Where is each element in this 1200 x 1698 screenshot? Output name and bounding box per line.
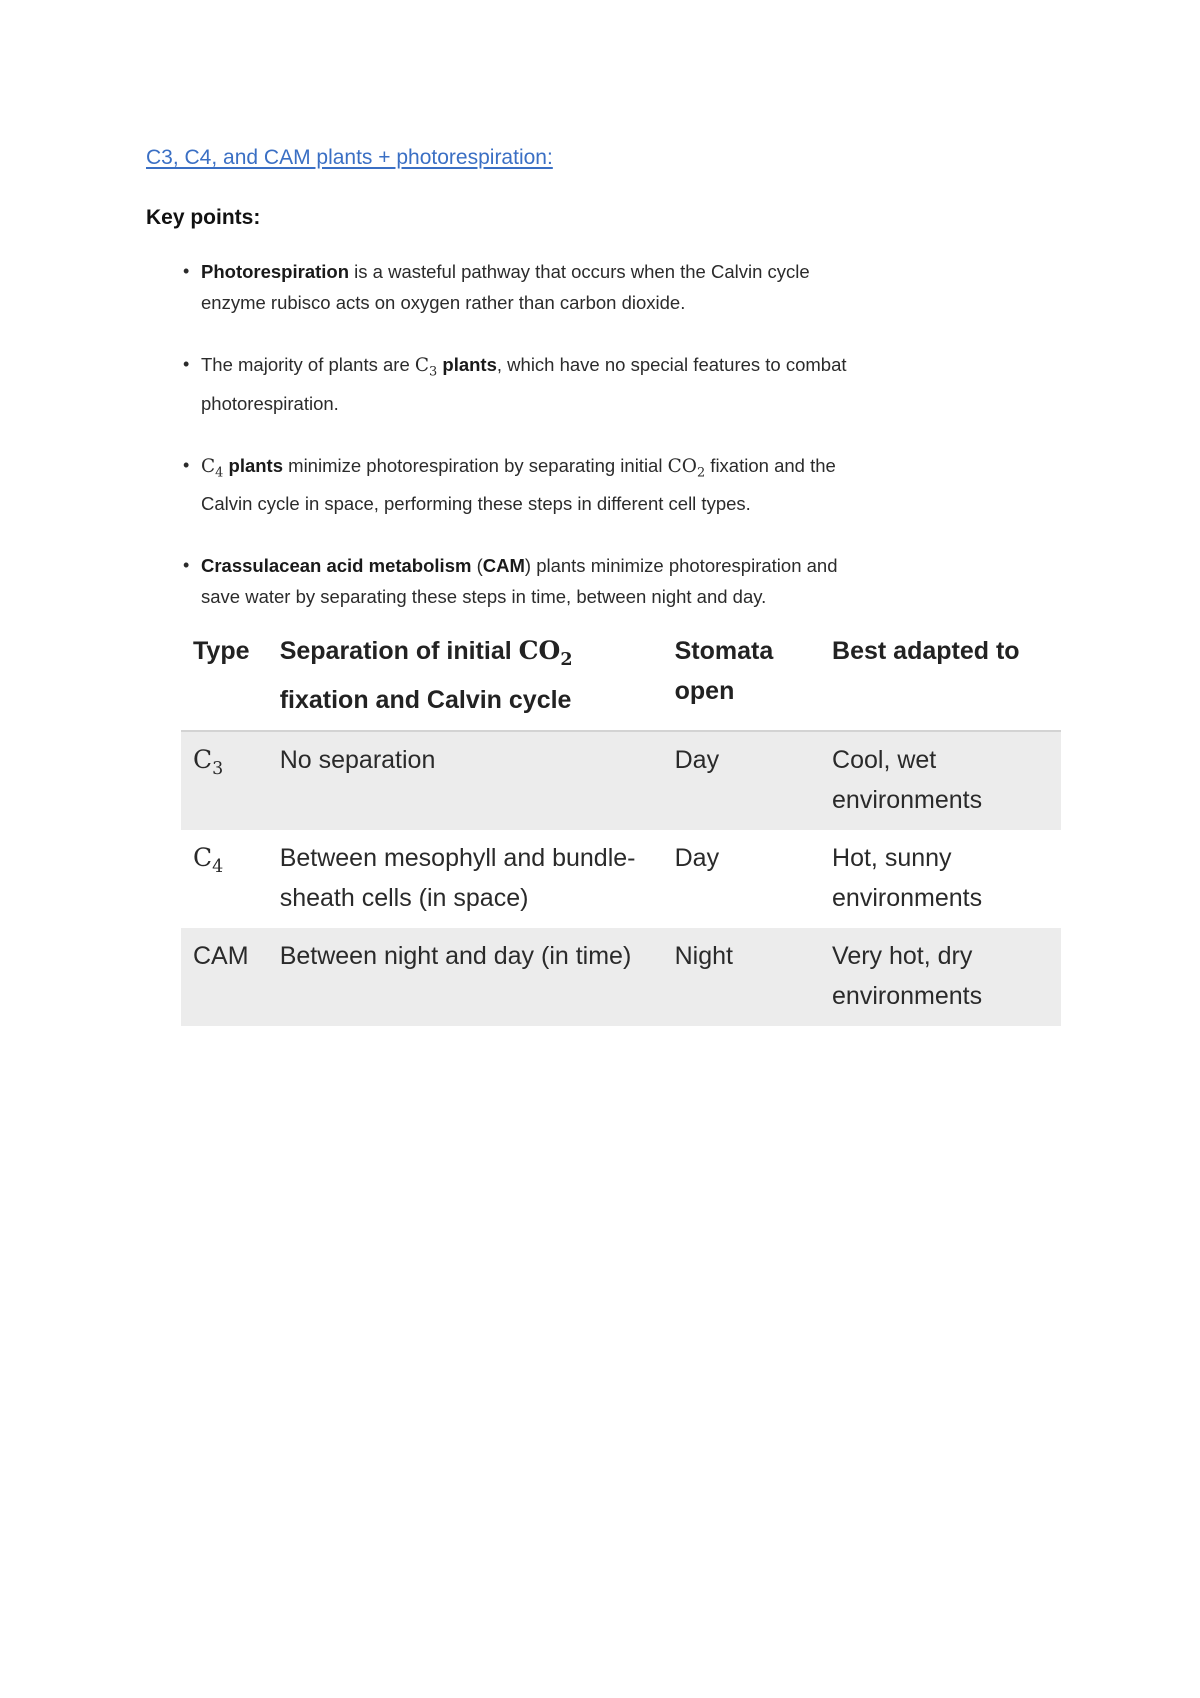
list-item: • The majority of plants are $C_3$ plants, which have no special features to combat photorespiration.	[183, 349, 863, 419]
header-best-adapted: Best adapted to	[820, 623, 1061, 731]
cell-type: $C_4$	[193, 843, 224, 877]
cell-stomata: Day	[674, 844, 720, 872]
table-row	[181, 731, 1061, 830]
chem-formula: $C_3$	[414, 355, 438, 380]
chem-formula: $C_4$	[201, 455, 224, 481]
cell-best-adapted: Hot, sunny environments	[832, 844, 983, 912]
cell-best-adapted: Cool, wet environments	[820, 731, 1061, 830]
cell-stomata: Day	[663, 731, 820, 830]
bullet-icon: •	[183, 261, 190, 281]
header-separation: Separation of initial $CO_2$ fixation and Calvin cycle	[268, 623, 663, 731]
cell-best-adapted: Very hot, dry environments	[820, 928, 1061, 1026]
page-title[interactable]: C3, C4, and CAM plants + photorespiration:	[146, 146, 553, 169]
header-stomata: Stomata open	[663, 623, 820, 731]
key-points-list	[183, 256, 863, 643]
list-item: • $C_4$ plants minimize photorespiration by separating initial $CO_2$ fixation and the Calvin cycle in space, performing these steps in different cell types.	[183, 450, 863, 520]
bullet-icon: •	[183, 354, 190, 374]
cell-type: $C_3$	[181, 731, 268, 830]
cell-type: CAM	[181, 928, 268, 1026]
cell-separation: No separation	[268, 731, 663, 830]
key-points-heading: Key points:	[146, 206, 261, 229]
bullet-icon: •	[183, 454, 190, 475]
cell-stomata: Night	[663, 928, 820, 1026]
table-row	[181, 830, 1061, 928]
table-header-row	[181, 623, 1061, 731]
table-row	[181, 928, 1061, 1026]
chem-formula: $CO_2$	[667, 455, 706, 481]
cell-separation: Between night and day (in time)	[268, 928, 663, 1026]
list-item: • Crassulacean acid metabolism (CAM) plants minimize photorespiration and save water by separating these steps in time, between night and day.	[183, 550, 863, 612]
plant-comparison-table	[181, 623, 1061, 1026]
cell-separation: Between mesophyll and bundle-sheath cells (in space)	[279, 844, 636, 912]
list-item: • Photorespiration is a wasteful pathway that occurs when the Calvin cycle enzyme rubisco acts on oxygen rather than carbon dioxide.	[183, 256, 863, 318]
bullet-icon: •	[183, 555, 190, 576]
header-type: Type	[181, 623, 268, 731]
